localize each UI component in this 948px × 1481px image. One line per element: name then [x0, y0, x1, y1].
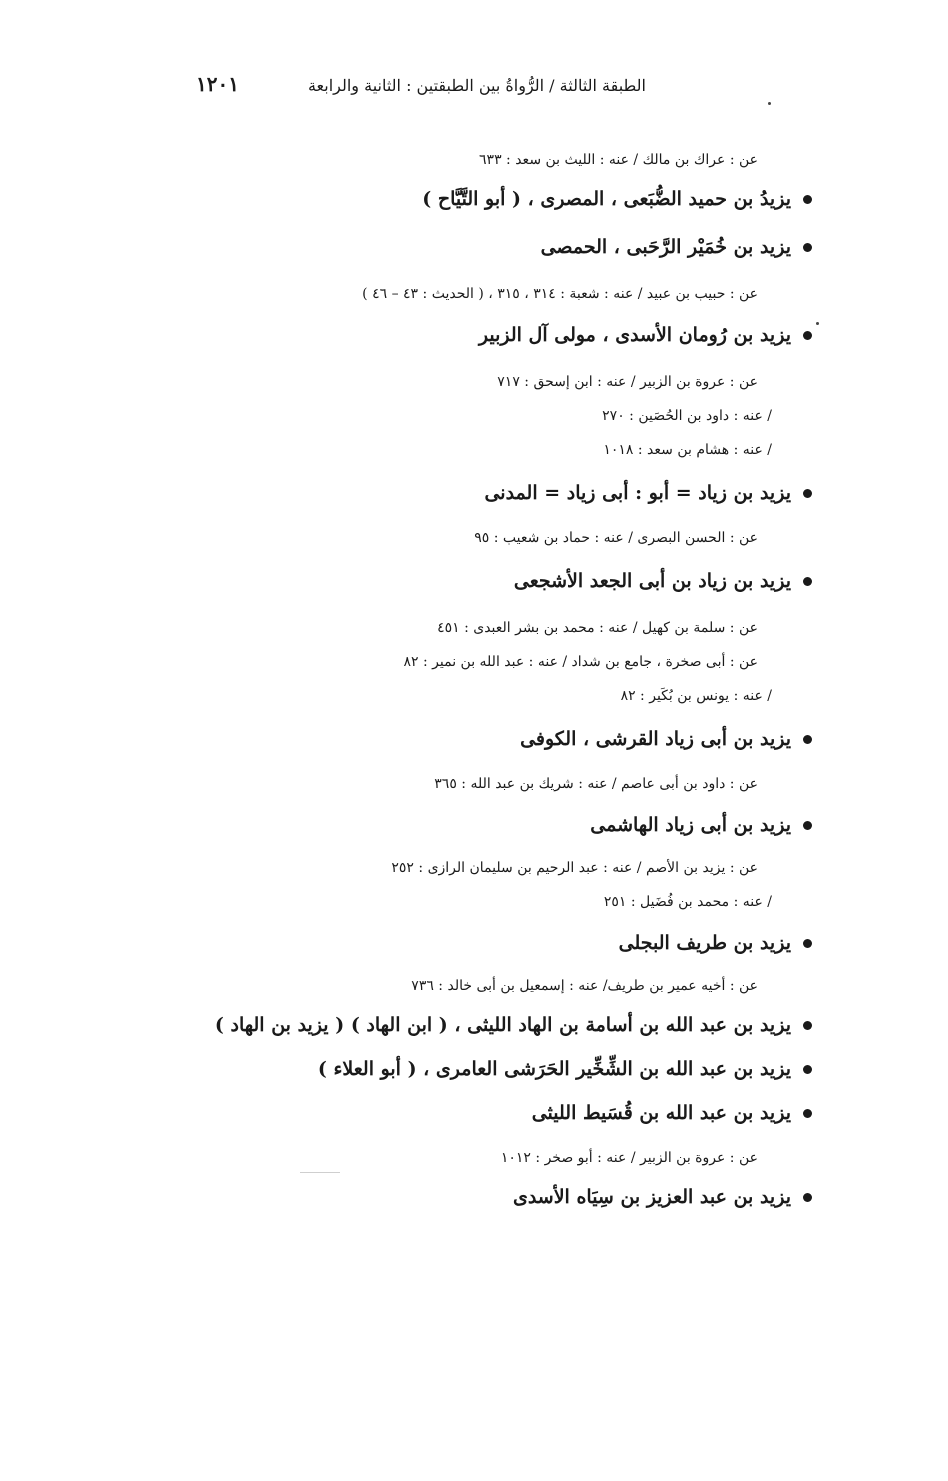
stray-ink-mark [768, 102, 771, 105]
narrator-entry [532, 1102, 812, 1124]
narrator-entry [479, 324, 812, 346]
reference-line: عن : عروة بن الزبير / عنه : ابن إسحق : ٧١٧ [497, 374, 758, 390]
reference-line: عن : عراك بن مالك / عنه : الليث بن سعد : ٦٣٣ [479, 152, 758, 168]
narrator-name: يزيد بن عبد الله بن أسامة بن الهاد الليثى ، ( ابن الهاد ) ( يزيد بن الهاد ) [214, 1014, 791, 1036]
narrator-entry [513, 1186, 812, 1208]
reference-line: عن : سلمة بن كهيل / عنه : محمد بن بشر العبدى : ٤٥١ [437, 620, 758, 636]
reference-line: عن : أبى صخرة ، جامع بن شداد / عنه : عبد الله بن نمير : ٨٢ [403, 654, 758, 670]
narrator-entry [484, 482, 812, 504]
reference-line: عن : الحسن البصرى / عنه : حماد بن شعيب : ٩٥ [474, 530, 758, 546]
narrator-name: يزيد بن أبى زياد الهاشمى [590, 814, 791, 836]
running-header: الطبقة الثالثة / الرُّواةُ بين الطبقتين : الثانية والرابعة [307, 76, 646, 95]
bullet-icon [803, 331, 812, 340]
bullet-icon [803, 577, 812, 586]
narrator-name: يزيد بن خُمَيْر الرَّحَبى ، الحمصى [540, 236, 791, 258]
bullet-icon [803, 1021, 812, 1030]
page-number: ١٢٠١ [196, 72, 239, 96]
narrator-entry [520, 728, 812, 750]
reference-line: / عنه : هشام بن سعد : ١٠١٨ [603, 442, 772, 458]
stray-ink-mark [816, 322, 819, 325]
bullet-icon [803, 1065, 812, 1074]
narrator-name: يزيد بن طريف البجلى [618, 932, 791, 954]
narrator-name: يزيد بن أبى زياد القرشى ، الكوفى [520, 728, 791, 750]
reference-line: / عنه : محمد بن فُضَيل : ٢٥١ [603, 894, 772, 910]
narrator-name: يزيد بن عبد العزيز بن سِيَاه الأسدى [512, 1186, 791, 1208]
narrator-entry [422, 188, 812, 210]
reference-line: عن : حبيب بن عبيد / عنه : شعبة : ٣١٤ ، ٣١٥ ، ( الحديث : ٤٣ – ٤٦ ) [362, 286, 758, 302]
narrator-name: يزيدُ بن حميد الضُّبَعى ، المصرى ، ( أبو التَّيَّاح ) [422, 188, 791, 210]
reference-line: / عنه : داود بن الحُصَين : ٢٧٠ [602, 408, 772, 424]
narrator-entry [215, 1014, 812, 1036]
bullet-icon [803, 1109, 812, 1118]
narrator-name: يزيد بن زياد = أبو : أبى زياد = المدنى [484, 482, 791, 504]
bullet-icon [803, 195, 812, 204]
scan-artifact-line [300, 1172, 340, 1173]
bullet-icon [803, 489, 812, 498]
bullet-icon [803, 821, 812, 830]
bullet-icon [803, 735, 812, 744]
narrator-name: يزيد بن عبد الله بن الشِّخِّير الحَرَشى العامرى ، ( أبو العلاء ) [317, 1058, 791, 1080]
narrator-name: يزيد بن رُومان الأسدى ، مولى آل الزبير [478, 324, 791, 346]
bullet-icon [803, 1193, 812, 1202]
narrator-name: يزيد بن زياد بن أبى الجعد الأشجعى [513, 570, 791, 592]
narrator-entry [318, 1058, 812, 1080]
narrator-entry [619, 932, 812, 954]
reference-line: عن : يزيد بن الأصم / عنه : عبد الرحيم بن سليمان الرازى : ٢٥٢ [391, 860, 758, 876]
narrator-name: يزيد بن عبد الله بن قُسَيط الليثى [531, 1102, 791, 1124]
reference-line: / عنه : يونس بن بُكَير : ٨٢ [620, 688, 772, 704]
narrator-entry [514, 570, 812, 592]
reference-line: عن : عروة بن الزبير / عنه : أبو صخر : ١٠١٢ [500, 1150, 758, 1166]
narrator-entry [541, 236, 812, 258]
bullet-icon [803, 939, 812, 948]
narrator-entry [590, 814, 812, 836]
bullet-icon [803, 243, 812, 252]
reference-line: عن : أخيه عمير بن طريف/ عنه : إسمعيل بن أبى خالد : ٧٣٦ [411, 978, 758, 994]
reference-line: عن : داود بن أبى عاصم / عنه : شريك بن عبد الله : ٣٦٥ [434, 776, 758, 792]
